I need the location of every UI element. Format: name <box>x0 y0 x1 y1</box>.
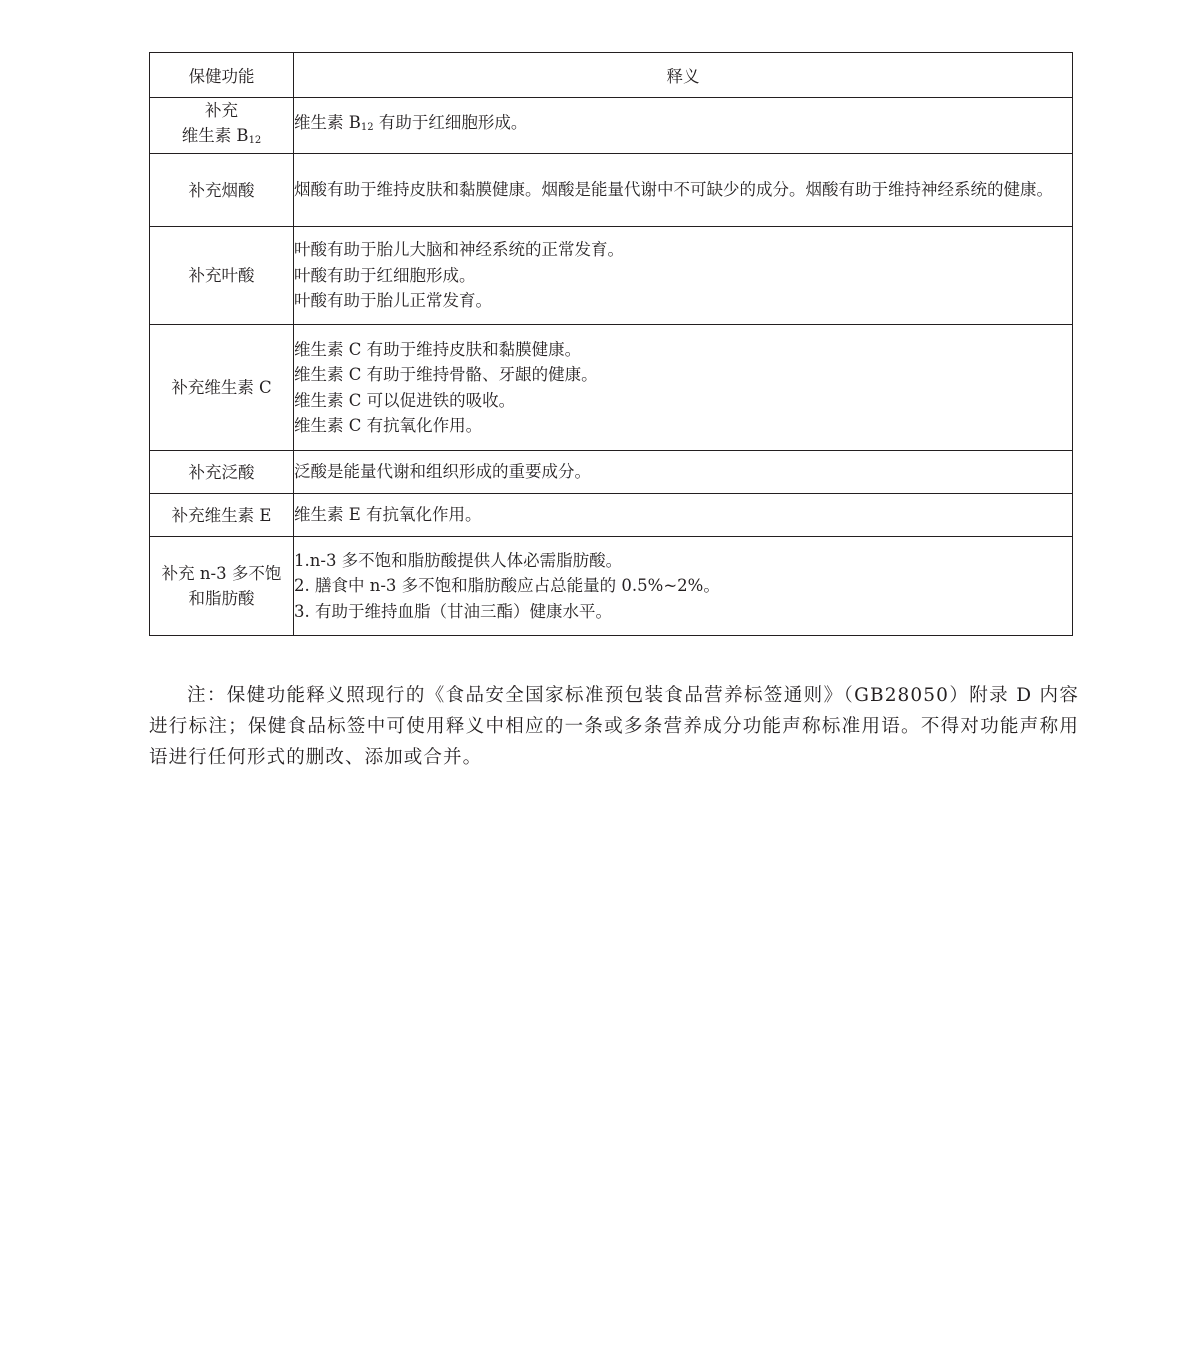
health-function-table <box>149 52 1073 636</box>
function-line: 补充 <box>205 101 238 120</box>
description-cell <box>294 537 1073 636</box>
function-line: 和脂肪酸 <box>188 589 255 608</box>
function-line: 补充 n-3 多不饱 <box>161 564 282 583</box>
description-line: 烟酸有助于维持皮肤和黏膜健康。烟酸是能量代谢中不可缺少的成分。烟酸有助于维持神经系统的健康。 <box>294 180 1053 200</box>
table-header-row <box>150 53 1073 98</box>
description-cell <box>294 154 1073 227</box>
function-line <box>150 123 293 153</box>
header-meaning: 释义 <box>294 53 1073 98</box>
table-row <box>150 227 1073 325</box>
function-cell: 补充维生素 C <box>150 325 294 451</box>
function-cell: 补充烟酸 <box>150 154 294 227</box>
description-line: 3. 有助于维持血脂（甘油三酯）健康水平。 <box>294 601 612 621</box>
description-text: 维生素 B <box>294 113 361 133</box>
table-row <box>150 537 1073 636</box>
description-text: 有助于红细胞形成。 <box>373 113 528 133</box>
function-cell: 补充维生素 E <box>150 494 294 537</box>
description-line: 1.n-3 多不饱和脂肪酸提供人体必需脂肪酸。 <box>294 550 623 570</box>
header-function: 保健功能 <box>150 53 294 98</box>
description-cell <box>294 227 1073 325</box>
table-row <box>150 494 1073 537</box>
description-cell <box>294 98 1073 154</box>
description-line: 2. 膳食中 n-3 多不饱和脂肪酸应占总能量的 0.5%~2%。 <box>294 576 720 596</box>
subscript-12: 12 <box>360 122 374 134</box>
table-row <box>150 451 1073 494</box>
description-line: 维生素 C 可以促进铁的吸收。 <box>294 390 516 410</box>
description-line: 维生素 C 有助于维持骨骼、牙龈的健康。 <box>294 365 598 384</box>
description-line: 泛酸是能量代谢和组织形成的重要成分。 <box>294 462 591 482</box>
description-cell <box>294 494 1073 537</box>
description-cell <box>294 451 1073 494</box>
description-line: 维生素 E 有抗氧化作用。 <box>294 505 482 525</box>
function-cell <box>150 98 294 154</box>
description-line: 叶酸有助于胎儿大脑和神经系统的正常发育。 <box>294 240 624 260</box>
table-row <box>150 154 1073 227</box>
function-cell: 补充泛酸 <box>150 451 294 494</box>
description-line: 叶酸有助于胎儿正常发育。 <box>294 291 492 311</box>
function-text: 维生素 B <box>181 126 249 145</box>
footnote-paragraph: 注：保健功能释义照现行的《食品安全国家标准预包装食品营养标签通则》（GB28050）附录 D 内容进行标注；保健食品标签中可使用释义中相应的一条或多条营养成分功能声称标准用语。不得对功能声称用语进行任何形式的删改、添加或合并。 <box>149 685 1079 768</box>
description-line: 叶酸有助于红细胞形成。 <box>294 265 476 285</box>
description-line <box>294 110 1072 141</box>
function-cell: 补充叶酸 <box>150 227 294 325</box>
description-cell <box>294 325 1073 451</box>
description-line: 维生素 C 有助于维持皮肤和黏膜健康。 <box>294 339 582 359</box>
table-row <box>150 325 1073 451</box>
table-row <box>150 98 1073 154</box>
function-cell <box>150 537 294 636</box>
subscript-12: 12 <box>248 135 262 146</box>
description-line: 维生素 C 有抗氧化作用。 <box>294 416 483 435</box>
